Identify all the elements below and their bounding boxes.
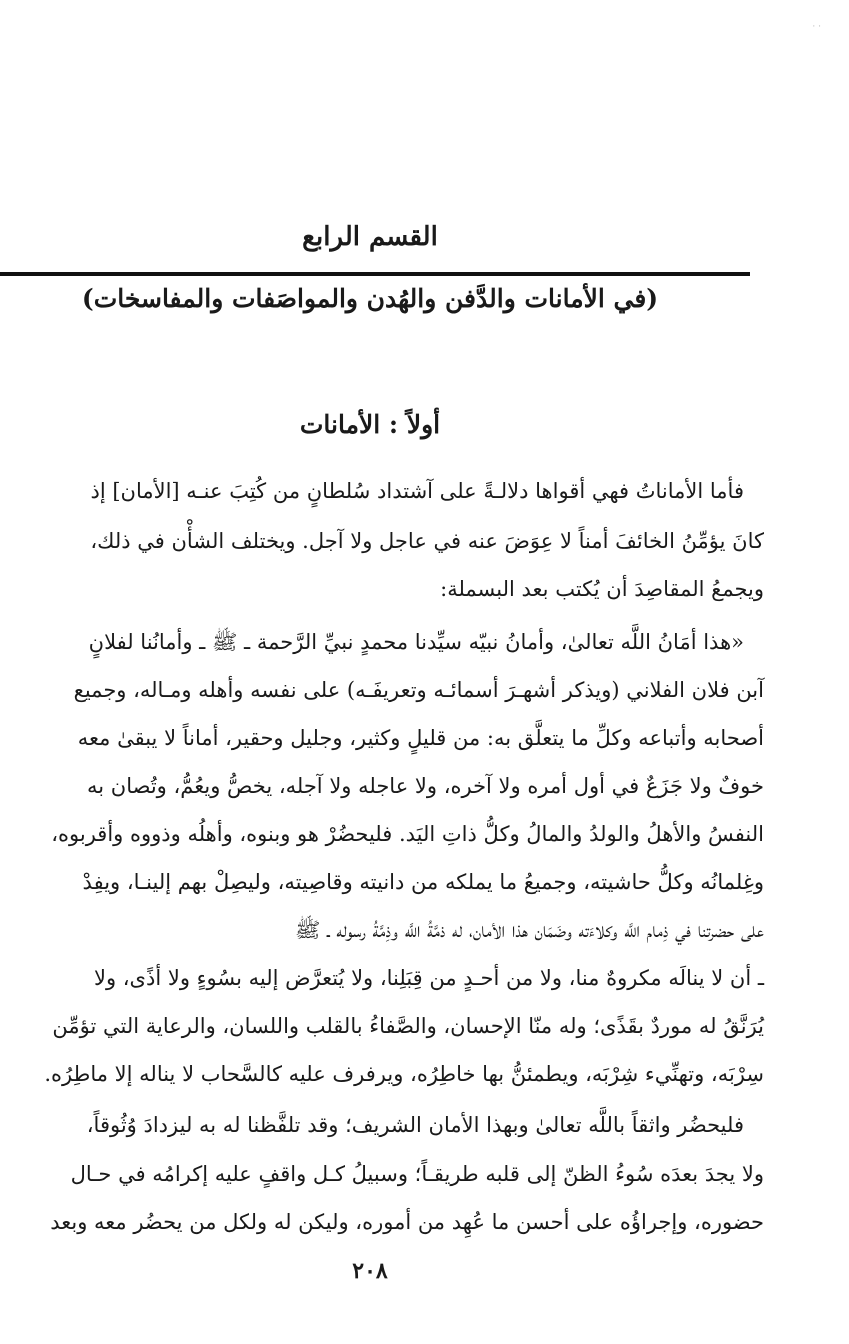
text-line: ـ أن لا ينالَه مكروهٌ منا، ولا من أحـدٍ من قِبَلِنا، ولا يُتعرَّض إليه بسُوءٍ ولا أذًى، ولا: [93, 966, 764, 990]
text-line: ولا يجدَ بعدَه سُوءُ الظنّ إلى قلبه طريقـاً؛ وسبيلُ كـل واقفٍ عليه إكرامُه في حـال: [70, 1162, 764, 1186]
text-line: أصحابه وأتباعه وكلِّ ما يتعلَّق به: من قليلٍ وكثير، وجليل وحقير، أماناً لا يبقىٰ معه: [77, 726, 764, 750]
text-line: آبن فلان الفلاني (ويذكر أشهـرَ أسمائـه وتعريفَـه) على نفسه وأهله ومـاله، وجميع: [73, 678, 764, 702]
text-line: «هذا أمَانُ اللَّه تعالىٰ، وأمانُ نبيّه سيِّدنا محمدٍ نبيِّ الرَّحمة ـ ﷺ ـ وأمانُنا لفلانٍ: [88, 630, 744, 654]
text-line: على حضرتنا في ذِمام اللَّه وكلاءَته وضَمَان هذا الأمان، له ذمَّةُ اللَّه وذِمَّةُ رسوله ـ ﷺ: [295, 918, 764, 942]
scan-mark: · ·: [812, 22, 821, 32]
text-line: يُرَنَّقُ له موردٌ بقَذًى؛ وله منّا الإحسان، والصَّفاءُ بالقلب واللسان، والرعاية التي تؤمِّن: [52, 1014, 764, 1038]
subsection-heading: أولاً : الأمانات: [299, 410, 441, 439]
section-subtitle: (في الأمانات والدَّفن والهُدن والمواصَفات والمفاسخات): [81, 284, 659, 313]
text-line: كانَ يؤمِّنُ الخائفَ أمناً لا عِوَضَ عنه في عاجل ولا آجل. ويختلف الشأْن في ذلك،: [90, 529, 764, 553]
title-rule: [0, 272, 750, 276]
text-line: وغِلمانُه وكلُّ حاشيته، وجميعُ ما يملكه من دانيته وقاصِيته، وليصِلْ بهم إلينـا، ويفِدْ: [82, 870, 764, 894]
text-line: النفسُ والأهلُ والولدُ والمالُ وكلُّ ذاتِ اليَد. فليحضُرْ هو وبنوه، وأهلُه وذووه وأقربوه،: [51, 822, 764, 846]
text-line: حضوره، وإجراؤُه على أحسن ما عُهِد من أموره، وليكن له ولكل من يحضُر معه وبعد: [50, 1210, 764, 1234]
section-title: القسم الرابع: [302, 222, 438, 252]
text-line: فأما الأماناتُ فهي أقواها دلالـةً على آشتداد سُلطانٍ من كُتِبَ عنـه [الأمان] إذ: [90, 479, 744, 503]
text-line: ويجمعُ المقاصِدَ أن يُكتب بعد البسملة:: [440, 577, 764, 601]
text-line: سِرْبَه، وتهنِّيء شِرْبَه، ويطمئنُّ بها خاطِرُه، ويرفرف عليه كالسَّحاب لا يناله إلا ماطِرُه.: [44, 1062, 764, 1086]
page-number: ٢٠٨: [352, 1258, 388, 1284]
text-line: خوفٌ ولا جَزَعٌ في أول أمره ولا آخره، ولا عاجله ولا آجله، يخصُّ ويعُمُّ، وتُصان به: [87, 774, 764, 798]
text-line: فليحضُر واثقاً باللَّه تعالىٰ وبهذا الأمان الشريف؛ وقد تلفَّظنا له به ليزدادَ وُثُوقاً،: [86, 1113, 744, 1137]
